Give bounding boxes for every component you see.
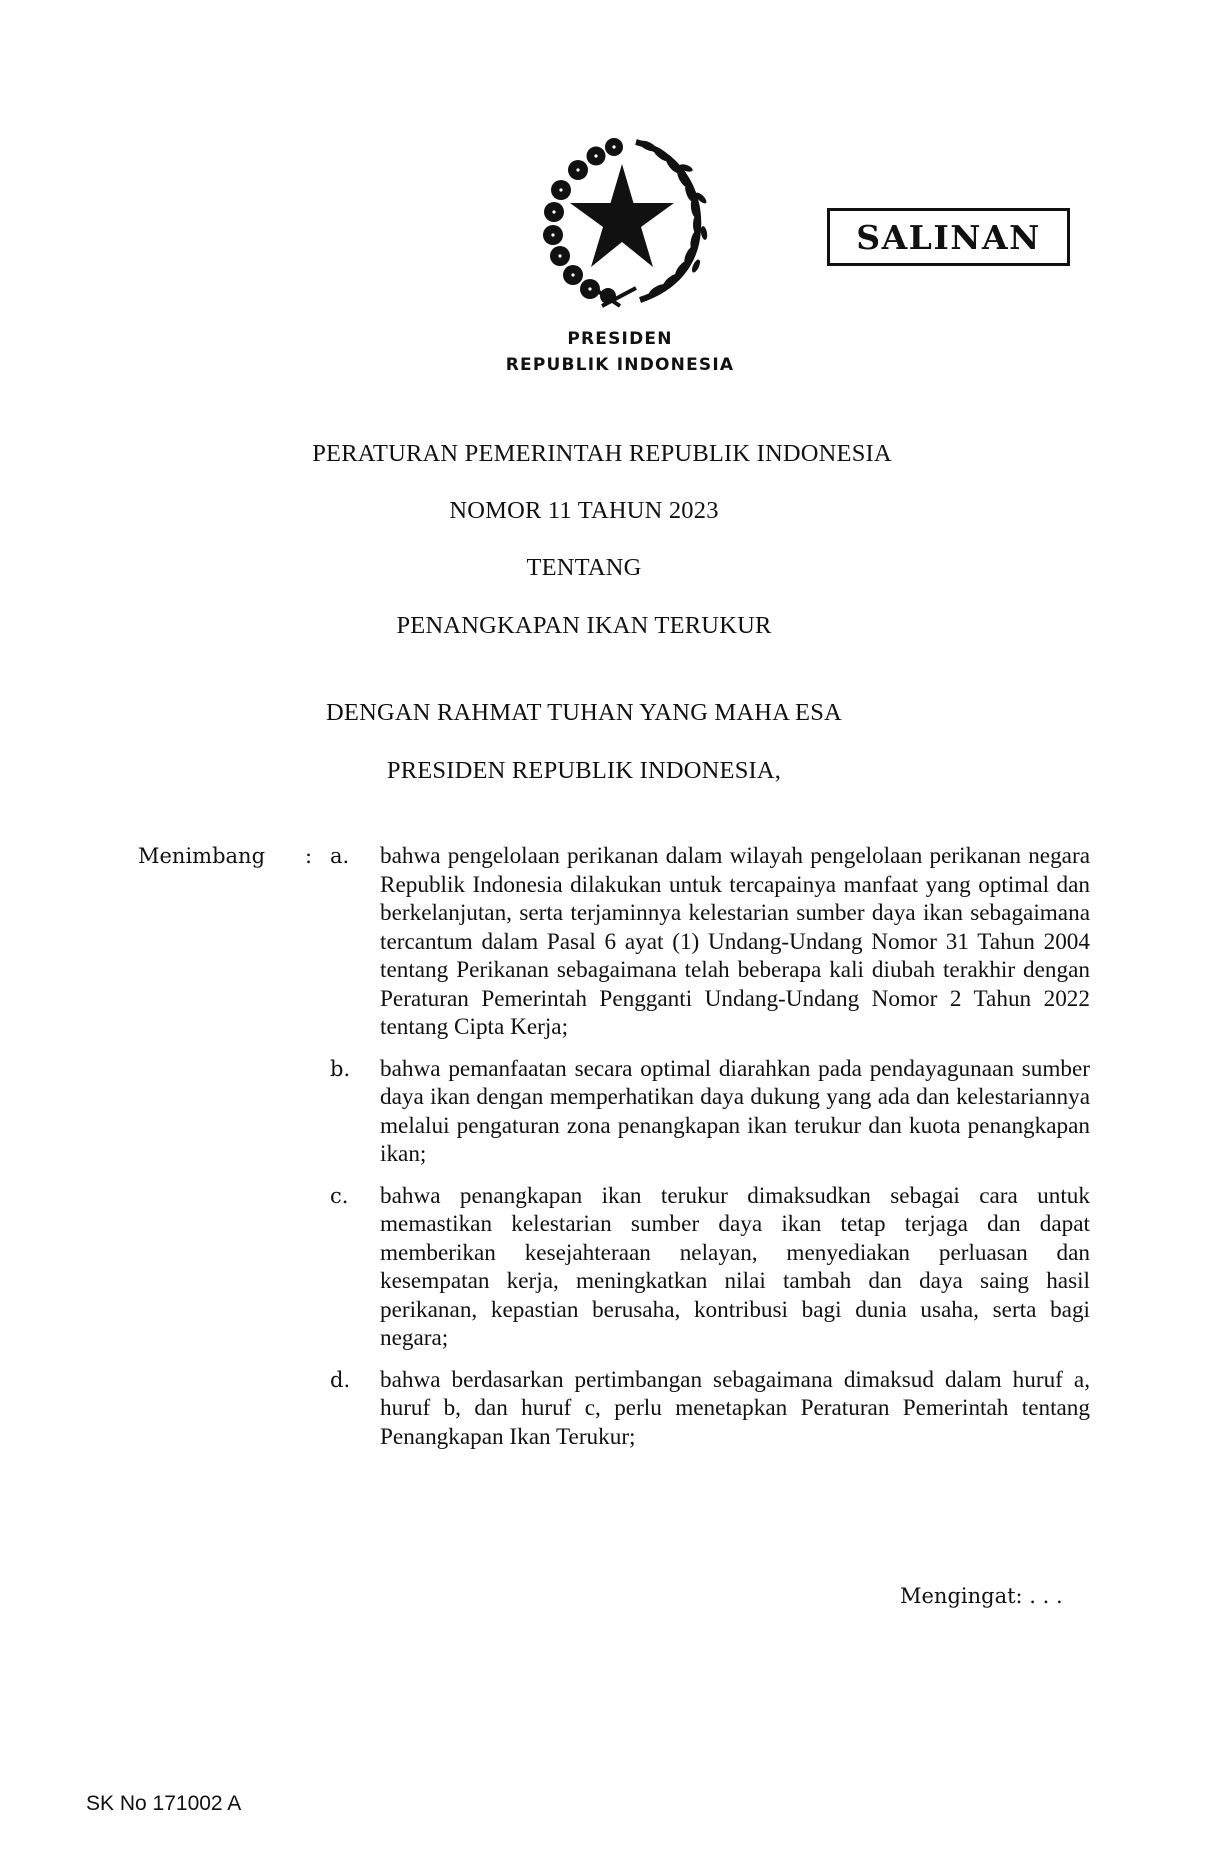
consideration-list <box>330 842 1090 1464</box>
enacting-authority: PRESIDEN REPUBLIK INDONESIA, <box>386 757 782 784</box>
presidential-emblem-icon <box>536 138 708 310</box>
item-letter: a. <box>330 844 350 868</box>
regulation-tentang: TENTANG <box>526 554 642 581</box>
item-letter: b. <box>330 1056 351 1081</box>
consideration-item-c <box>330 1182 1090 1353</box>
office-label-presiden: PRESIDEN <box>567 329 673 349</box>
invocation-line: DENGAN RAHMAT TUHAN YANG MAHA ESA <box>326 699 842 726</box>
menimbang-colon: : <box>305 844 313 868</box>
item-text: bahwa penangkapan ikan terukur dimaksudkan sebagai cara untuk memastikan kelestarian sumber daya ikan tetap terjaga dan dapat memberikan kesejahteraan nelayan, menyediakan perluasan dan kesempatan kerja, meningkatkan nilai tambah dan daya saing hasil perikanan, kepastian berusaha, kontribusi bagi dunia usaha, serta bagi negara; <box>380 1182 1090 1351</box>
office-label-republik: REPUBLIK INDONESIA <box>505 355 735 375</box>
continuation-catchword: Mengingat: . . . <box>900 1584 1063 1608</box>
menimbang-label: Menimbang <box>138 844 266 868</box>
consideration-item-b <box>330 1055 1090 1169</box>
regulation-number: NOMOR 11 TAHUN 2023 <box>449 497 719 524</box>
regulation-type-title: PERATURAN PEMERINTAH REPUBLIK INDONESIA <box>312 440 892 467</box>
item-text: bahwa berdasarkan pertimbangan sebagaimana dimaksud dalam huruf a, huruf b, dan huruf c, perlu menetapkan Peraturan Pemerintah tentang Penangkapan Ikan Terukur; <box>380 1366 1090 1450</box>
consideration-item-d <box>330 1366 1090 1452</box>
item-text: bahwa pengelolaan perikanan dalam wilayah pengelolaan perikanan negara Republik Indonesia dilakukan untuk tercapainya manfaat yang optimal dan berkelanjutan, serta terjaminnya kelestarian sumber daya ikan sebagaimana tercantum dalam Pasal 6 ayat (1) Undang-Undang Nomor 31 Tahun 2004 tentang Perikanan sebagaimana telah beberapa kali diubah terakhir dengan Peraturan Pemerintah Pengganti Undang-Undang Nomor 2 Tahun 2022 tentang Cipta Kerja; <box>380 843 1090 1040</box>
item-letter: c. <box>330 1183 349 1208</box>
salinan-stamp: SALINAN <box>827 208 1070 266</box>
item-text: bahwa pemanfaatan secara optimal diarahkan pada pendayagunaan sumber daya ikan dengan memperhatikan daya dukung yang ada dan kelestariannya melalui pengaturan zona penangkapan ikan terukur dan kuota penangkapan ikan; <box>380 1055 1090 1167</box>
document-code: SK No 171002 A <box>86 1792 242 1815</box>
consideration-item-a <box>330 842 1090 1042</box>
regulation-subject: PENANGKAPAN IKAN TERUKUR <box>396 612 772 639</box>
item-letter: d. <box>330 1367 351 1392</box>
